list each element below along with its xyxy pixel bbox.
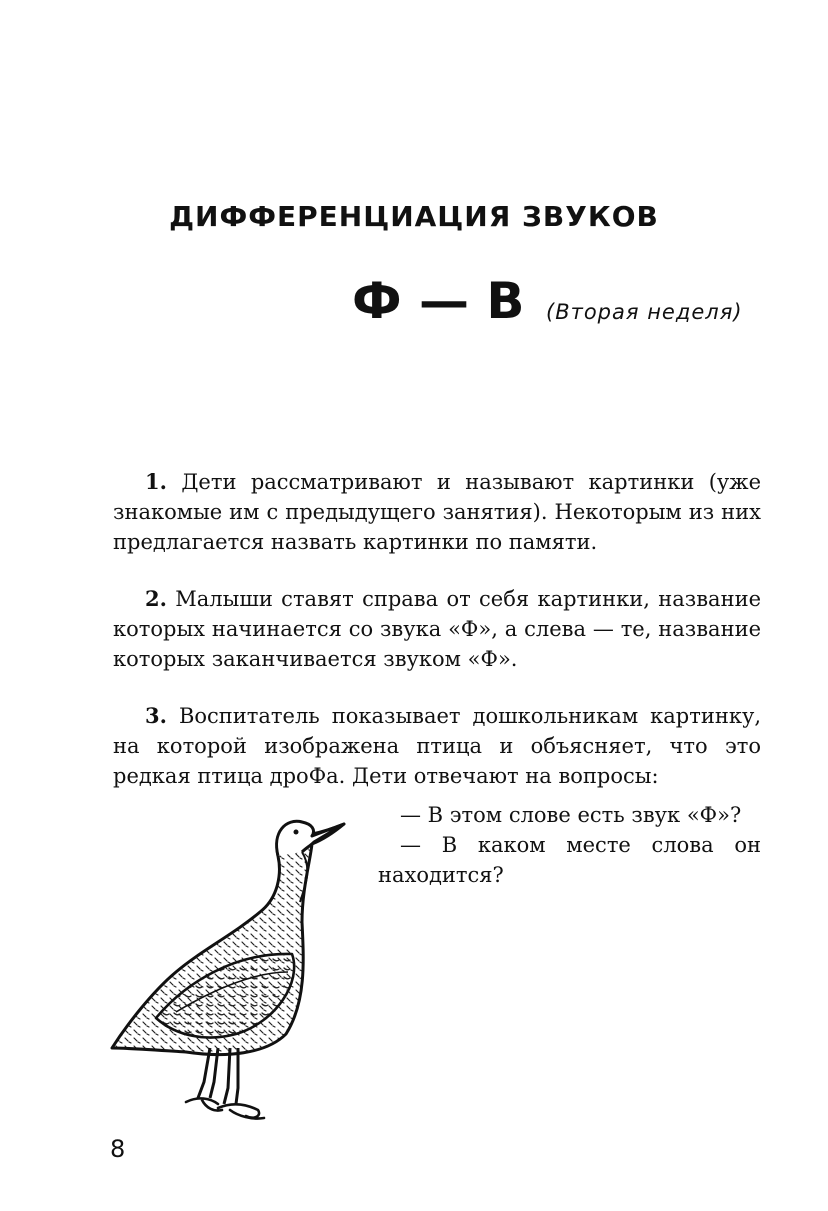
page-number: 8 xyxy=(110,1135,126,1163)
paragraph-2 xyxy=(113,584,761,674)
paragraph-1 xyxy=(113,467,761,557)
section-heading: ДИФФЕРЕНЦИАЦИЯ ЗВУКОВ xyxy=(169,200,659,233)
question-2: — В каком месте слова он находится? xyxy=(378,833,761,887)
paragraph-text: Дети рассматривают и называют картинки (уже знакомые им с предыдущего занятия). Некоторым из них предлагается назвать картинки по памяти. xyxy=(113,470,762,554)
paragraph-number: 1. xyxy=(145,469,167,494)
sound-pair-title: Ф — В xyxy=(352,272,525,330)
paragraph-3 xyxy=(113,701,761,791)
question-1: — В этом слове есть звук «Ф»? xyxy=(400,803,742,827)
questions-block xyxy=(378,800,761,890)
bird-eye xyxy=(294,830,299,835)
paragraph-text: Воспитатель показывает дошкольникам картинку, на которой изображена птица и объясняет, что это редкая птица дроФа. Дети отвечают на вопросы: xyxy=(113,704,761,788)
bustard-illustration xyxy=(106,812,351,1122)
paragraph-text: Малыши ставят справа от себя картинки, название которых начинается со звука «Ф», а слева — те, название которых заканчивается звуком «Ф». xyxy=(113,587,761,671)
week-note: (Вторая неделя) xyxy=(546,300,743,324)
bird-leg-right xyxy=(224,1048,230,1104)
paragraph-number: 2. xyxy=(145,586,167,611)
paragraph-number: 3. xyxy=(145,703,167,728)
